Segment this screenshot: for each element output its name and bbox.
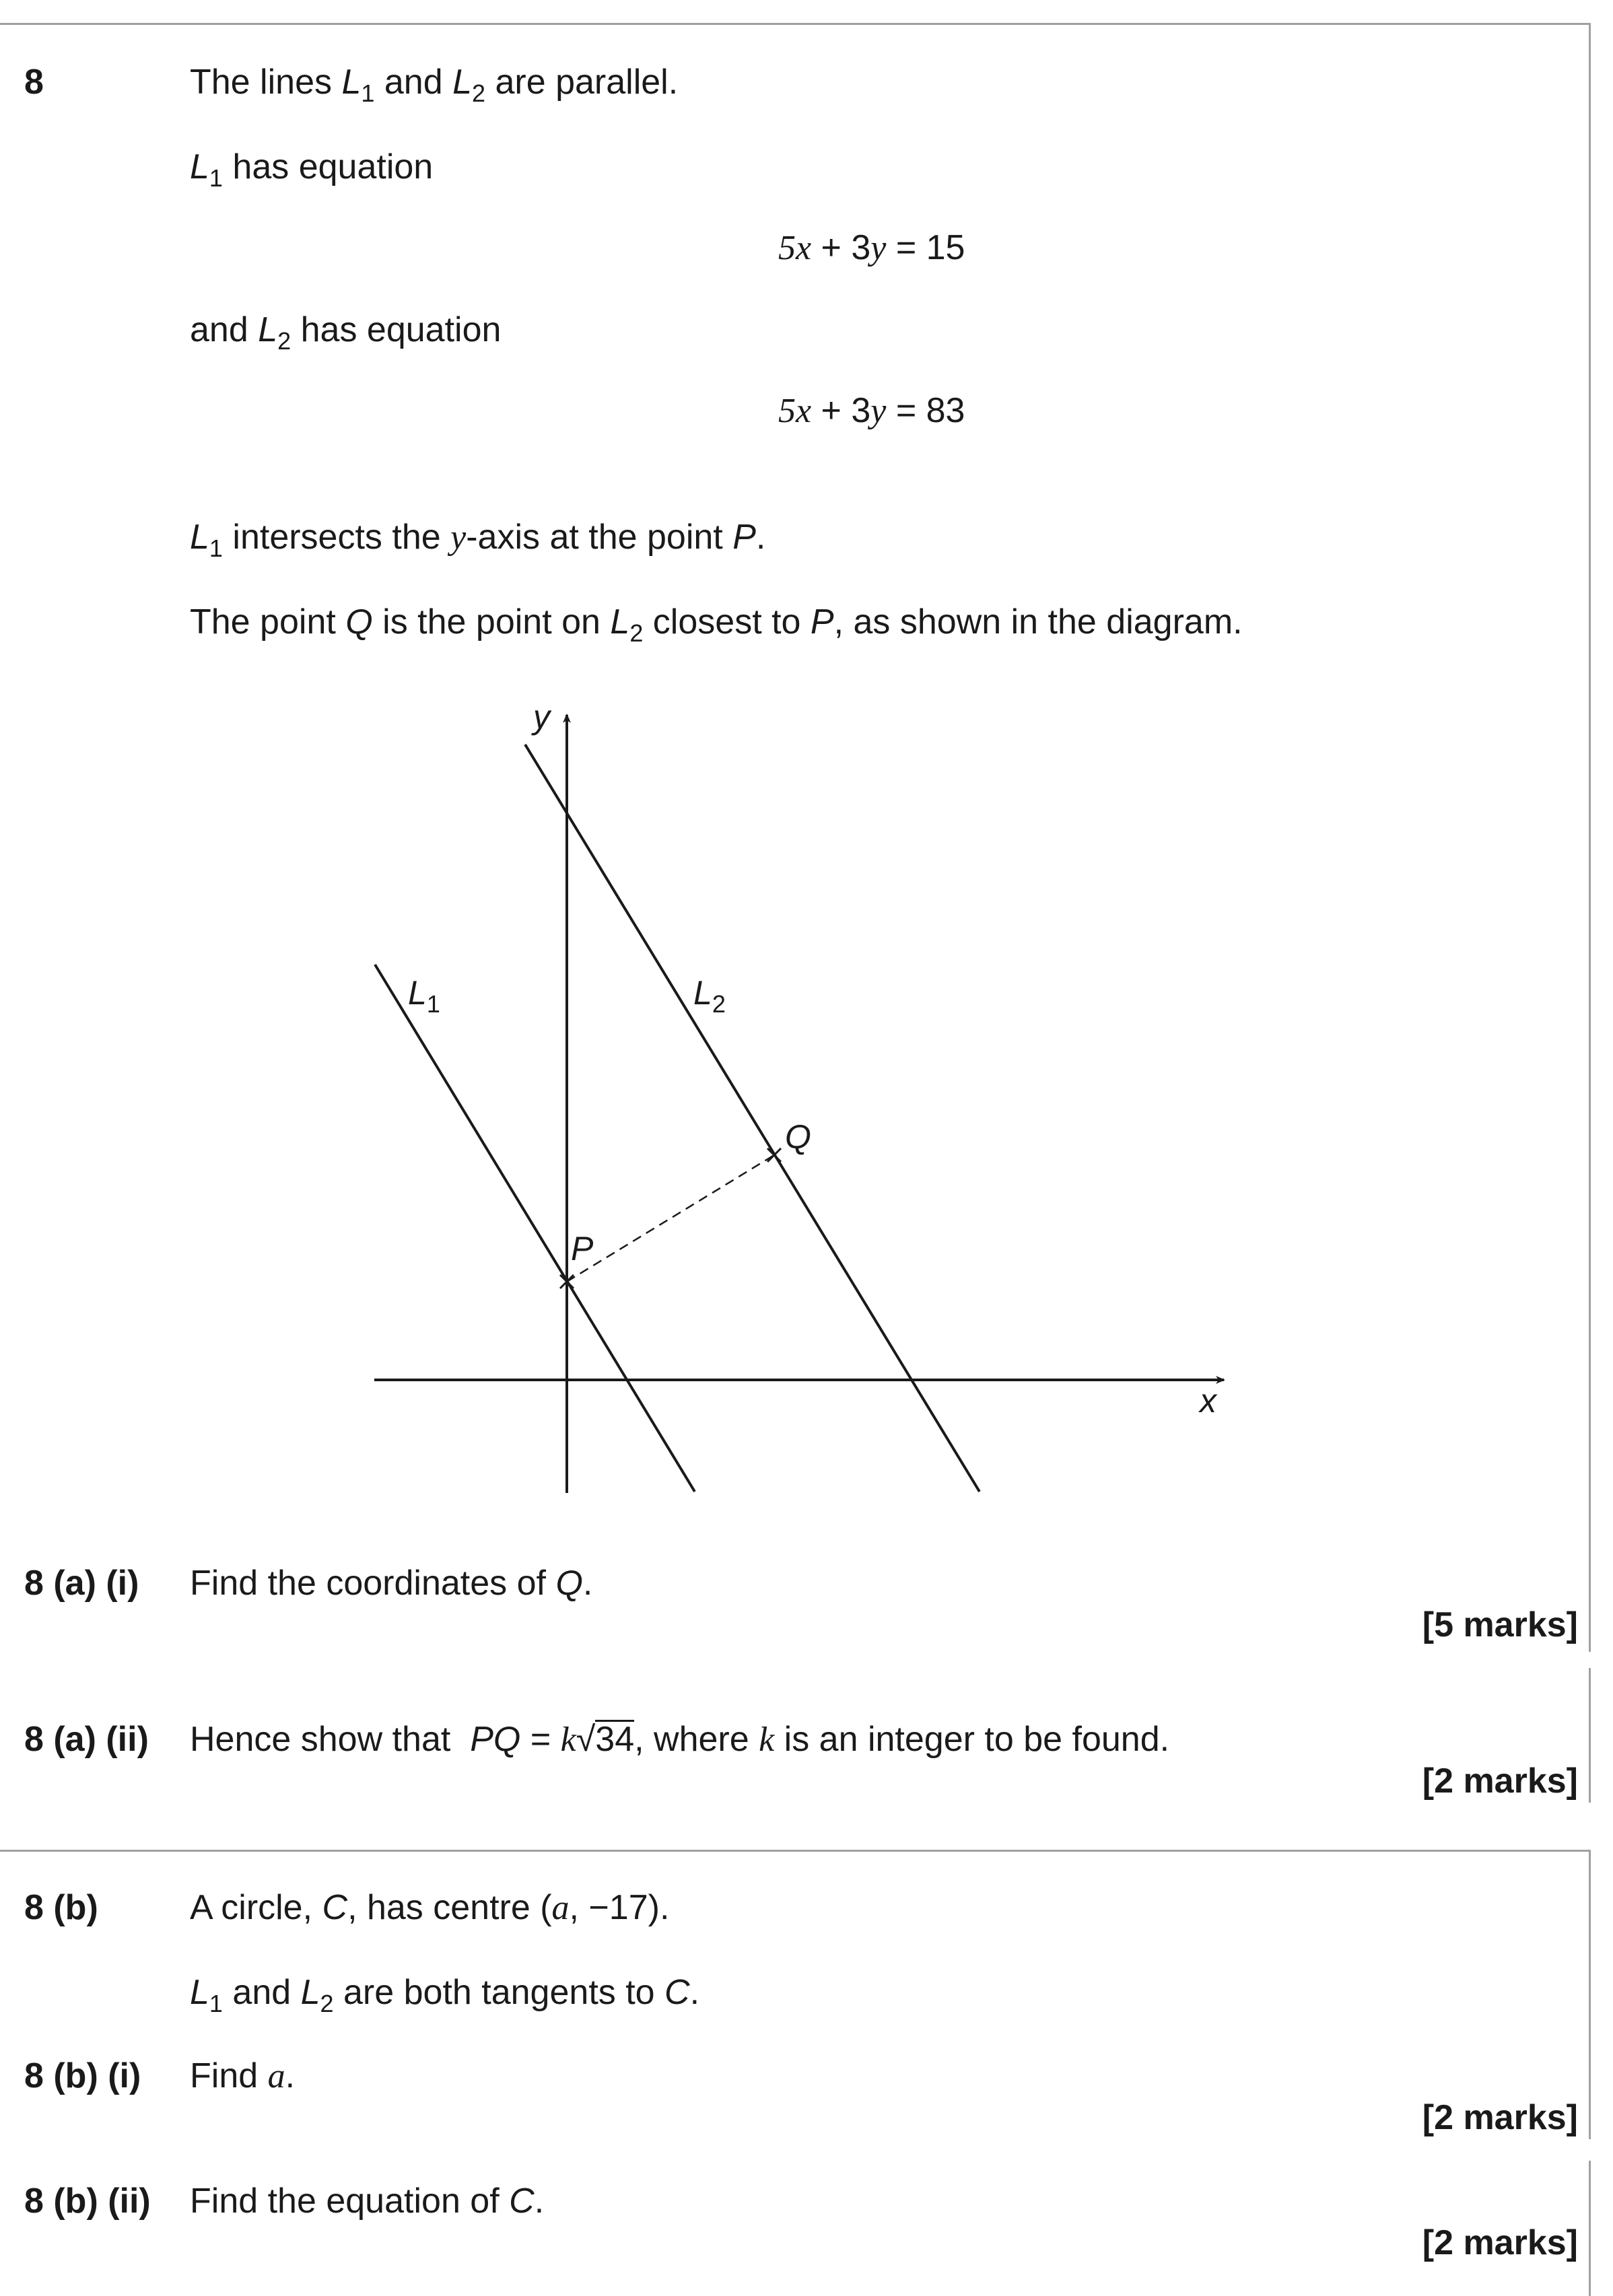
point-p-label: P	[571, 1230, 594, 1267]
y-axis-label: y	[533, 698, 550, 736]
l1-has-text: has equation	[232, 147, 434, 186]
part-b-tangent: $L_1$ and $L_2$ are both tangents to C.	[190, 1973, 700, 2017]
part-b-label: 8 (b)	[24, 1888, 98, 1927]
right-border-4	[1589, 2161, 1591, 2296]
right-border-2	[1589, 1668, 1591, 1803]
part-b-text: A circle, C, has centre (a, −17).	[190, 1888, 670, 1927]
sqrt-34: √34	[576, 1720, 635, 1759]
intro-text: The lines $L_1$ and $L_2$ are parallel.	[190, 63, 679, 107]
part-a-i-marks: [5 marks]	[1422, 1605, 1578, 1644]
part-b-ii-label: 8 (b) (ii)	[24, 2182, 151, 2221]
equation-2: 5x + 3y = 83	[778, 391, 965, 430]
l1-equation-intro: $L_1$ has equation	[190, 147, 434, 192]
part-b-ii-text: Find the equation of C.	[190, 2182, 545, 2221]
right-border-1	[1589, 23, 1591, 1652]
point-q-label: Q	[785, 1118, 811, 1156]
part-b-i-marks: [2 marks]	[1422, 2098, 1578, 2137]
pq-dashed-line	[567, 1155, 774, 1282]
part-a-ii-label: 8 (a) (ii)	[24, 1720, 149, 1759]
x-axis-label: x	[1200, 1382, 1216, 1420]
question-number: 8	[24, 63, 44, 102]
right-border-3	[1589, 1850, 1591, 2139]
closest-point-statement: The point Q is the point on $L_2$ closest to P, as shown in the diagram.	[190, 602, 1243, 647]
lines-diagram	[337, 693, 1279, 1521]
part-a-i-label: 8 (a) (i)	[24, 1564, 139, 1603]
l1-label: $L_1$	[408, 974, 440, 1018]
l2-equation-intro: and $L_2$ has equation	[190, 310, 502, 355]
equation-1: 5x + 3y = 15	[778, 228, 965, 267]
line-l1	[375, 965, 695, 1492]
part-a-ii-text: Hence show that PQ = k√34, where k is an integer to be found.	[190, 1720, 1170, 1759]
point-q-marker	[767, 1148, 781, 1162]
top-border	[0, 23, 1590, 25]
part-b-i-text: Find a.	[190, 2056, 296, 2095]
l2-has-text: has equation	[300, 310, 502, 349]
intersect-statement: $L_1$ intersects the y-axis at the point P.	[190, 518, 766, 562]
part-b-i-label: 8 (b) (i)	[24, 2056, 141, 2095]
section-divider	[0, 1850, 1590, 1852]
l2-label: $L_2$	[693, 974, 726, 1018]
part-a-ii-marks: [2 marks]	[1422, 1762, 1578, 1801]
part-a-i-text: Find the coordinates of Q.	[190, 1564, 593, 1603]
part-b-ii-marks: [2 marks]	[1422, 2223, 1578, 2262]
intro-line	[190, 62, 679, 107]
